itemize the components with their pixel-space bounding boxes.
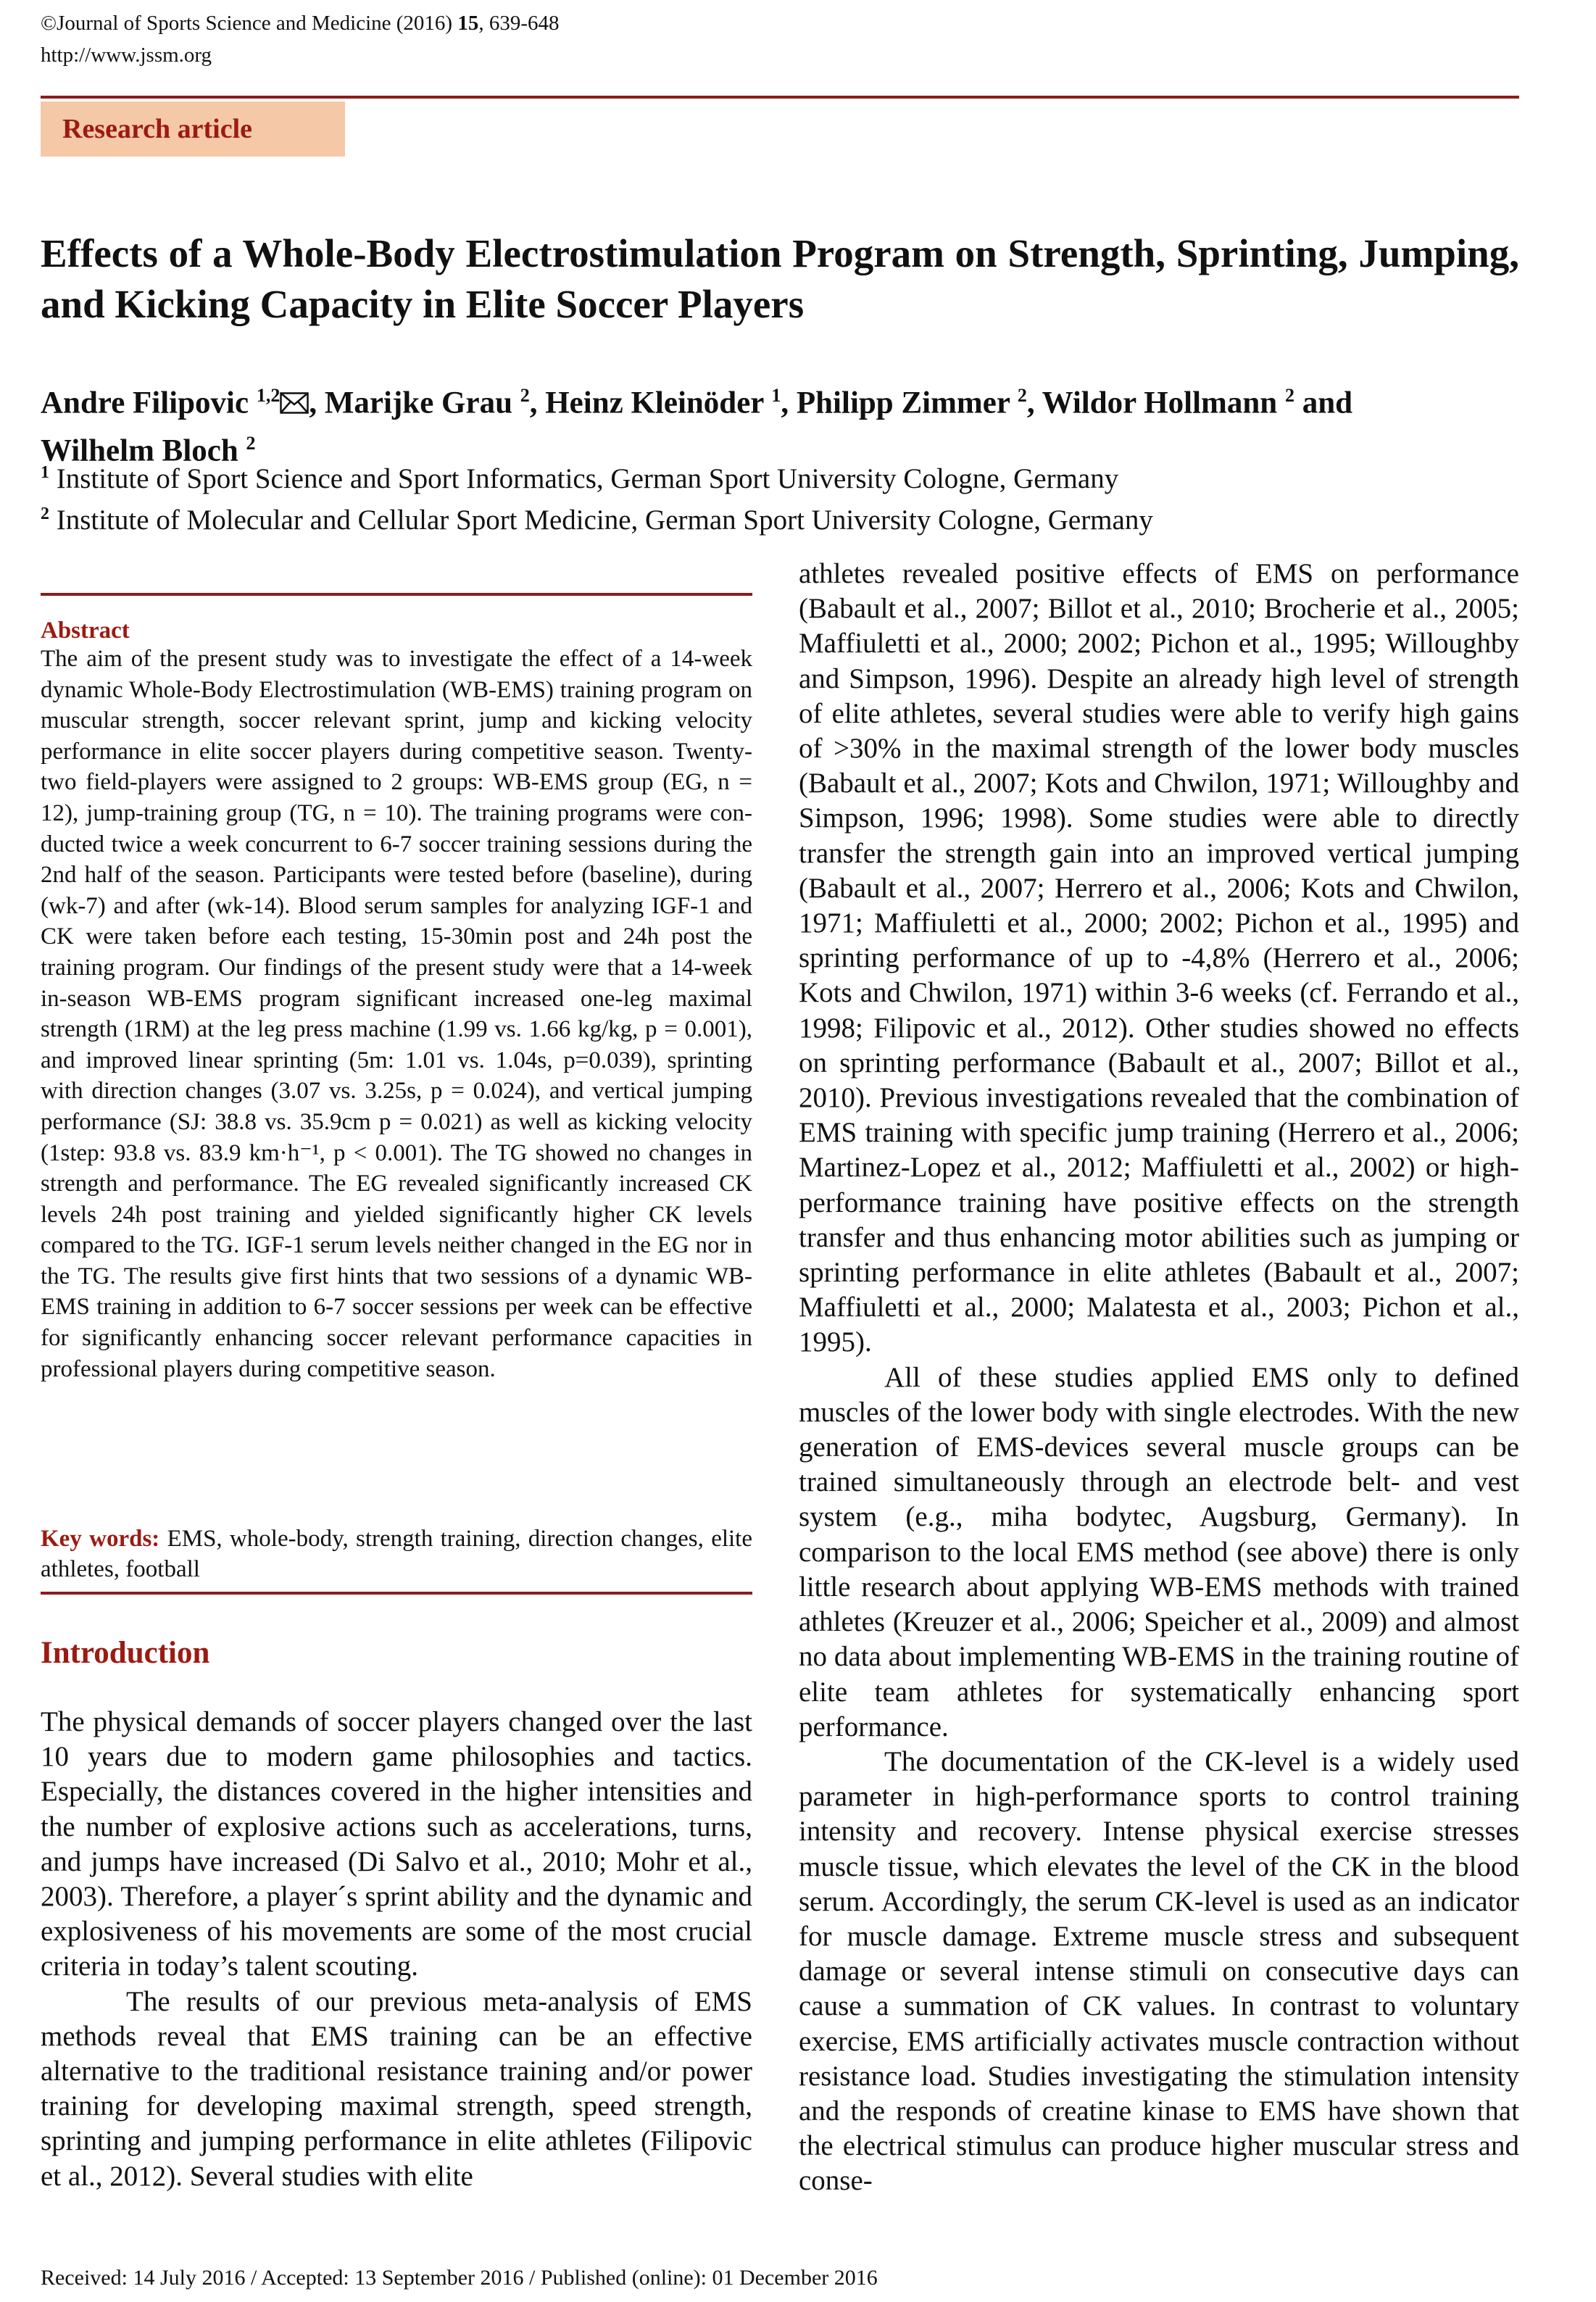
author-name: Heinz Kleinöder xyxy=(545,386,764,420)
envelope-icon[interactable] xyxy=(280,392,309,414)
author-affiliation-mark: 2 xyxy=(1017,385,1027,406)
author-name: Philipp Zimmer xyxy=(796,386,1010,420)
article-type-badge: Research article xyxy=(41,101,345,157)
header-rule xyxy=(41,96,1519,99)
paper-title: Effects of a Whole-Body Electrostimulation Program on Strength, Sprinting, Jumping, and Kicking Capacity in Elite Soccer Players xyxy=(41,231,1519,326)
journal-pages: , 639-648 xyxy=(478,12,560,35)
author-name: Andre Filipovic xyxy=(41,386,249,420)
abstract-text: The aim of the present study was to investigate the effect of a 14-week dynamic Whole-Body Electrostimulation (WB-EMS) training program on muscular strength, soccer relevant sprint, jump and kicking velocity performance in elite soccer players during competitive season. Twenty-two field-players were assigned to 2 groups: WB-EMS group (EG, n = 12), jump-training group (TG, n = 10). The training programs were conducted twice a week concurrent to 6-7 soccer training sessions during the 2nd half of the season. Participants were tested before (baseline), during (wk-7) and after (wk-14). Blood serum samples for analyzing IGF-1 and CK were taken before each testing, 15-30min post and 24h post the training program. Our findings of the present study were that a 14-week in-season WB-EMS program significant increased one-leg maximal strength (1RM) at the leg press machine (1.99 vs. 1.66 kg/kg, p = 0.001), and improved linear sprinting (5m: 1.01 vs. 1.04s, p=0.039), sprinting with direction changes (3.07 vs. 3.25s, p = 0.024), and vertical jumping performance (SJ: 38.8 vs. 35.9cm p = 0.021) as well as kicking velocity (1step: 93.8 vs. 83.9 km·h⁻¹, p < 0.001). The TG showed no changes in strength and performance. The EG revealed significantly increased CK levels 24h post training and yielded significantly higher CK levels compared to the TG. IGF-1 serum levels neither changed in the EG nor in the TG. The results give first hints that two sessions of a dynamic WB-EMS training in addition to 6-7 soccer sessions per week can be effective for significantly enhancing soccer relevant performance capacities in professional players during competitive season. xyxy=(41,646,752,1382)
affiliation-number: 1 xyxy=(41,463,49,482)
abstract-top-rule xyxy=(41,593,752,596)
keywords-text: EMS, whole-body, strength training, direction changes, elite athletes, football xyxy=(41,1526,752,1582)
keywords-label: Key words: xyxy=(41,1526,160,1552)
affiliation-item xyxy=(41,455,1519,496)
journal-citation: ©Journal of Sports Science and Medicine (2016) xyxy=(41,12,458,35)
author-affiliation-mark: 1,2 xyxy=(256,385,280,406)
author-separator: , xyxy=(529,386,546,420)
introduction-heading: Introduction xyxy=(41,1636,210,1670)
publication-dates-footer: Received: 14 July 2016 / Accepted: 13 September 2016 / Published (online): 01 December 2016 xyxy=(41,2266,878,2290)
paragraph: All of these studies applied EMS only to defined muscles of the lower body with single electrodes. With the new generation of EMS-devices several muscle groups can be trained simultaneously through an electrode belt- and vest system (e.g., miha bodytec, Augsburg, Germany). In comparison to the local EMS method (see above) there is only little research about applying WB-EMS methods with trained athletes (Kreuzer et al., 2006; Speicher et al., 2009) and almost no data about implementing WB-EMS in the training routine of elite team athletes for systematically enhancing sport performance. xyxy=(799,1361,1519,1742)
affiliation-list xyxy=(41,455,1519,538)
author-separator: , xyxy=(781,386,797,420)
author-name: Wilhelm Bloch xyxy=(41,433,238,468)
author-separator: and xyxy=(1294,386,1353,420)
introduction-body xyxy=(41,1705,752,2194)
author-name: Marijke Grau xyxy=(324,386,512,420)
author-separator: , xyxy=(309,386,325,420)
journal-url[interactable]: http://www.jssm.org xyxy=(41,43,212,67)
author-affiliation-mark: 2 xyxy=(520,385,530,406)
affiliation-text: Institute of Molecular and Cellular Sport Medicine, German Sport University Cologne, Germany xyxy=(49,504,1153,536)
author-affiliation-mark: 2 xyxy=(1284,385,1294,406)
keywords xyxy=(41,1524,752,1584)
abstract-heading: Abstract xyxy=(41,618,130,644)
right-column-body xyxy=(799,557,1519,2199)
author-separator: , xyxy=(1026,386,1042,420)
journal-header xyxy=(41,7,560,71)
abstract-bottom-rule xyxy=(41,1592,752,1595)
author-name: Wildor Hollmann xyxy=(1042,386,1278,420)
journal-volume: 15 xyxy=(457,12,479,35)
paragraph: The documentation of the CK-level is a widely used parameter in high-performance sports to control training intensity and recovery. Intense physical exercise stresses muscle tissue, which elevates the level of the CK in the blood serum. Accordingly, the serum CK-level is used as an indicator for muscle damage. Extreme muscle stress and subsequent damage or several intense stimuli on consecutive days can cause a summation of CK values. In contrast to voluntary exercise, EMS artificially activates muscle contraction without resistance load. Studies investigating the stimulation intensity and the responds of creatine kinase to EMS have shown that the electrical stimulus can produce higher muscular stress and conse- xyxy=(799,1745,1519,2197)
paragraph: athletes revealed positive effects of EMS on performance (Babault et al., 2007; Billot et al., 2010; Brocherie et al., 2005; Maffiuletti et al., 2000; 2002; Pichon et al., 1995; Willoughby and Simpson, 1996). Despite an already high level of strength of elite athletes, several studies were able to verify high gains of >30% in the maximal strength of the lower body muscles (Babault et al., 2007; Kots and Chwilon, 1971; Willoughby and Simpson, 1996; 1998). Some studies were able to directly transfer the strength gain into an improved vertical jumping (Babault et al., 2007; Herrero et al., 2006; Kots and Chwilon, 1971; Maffiuletti et al., 2000; 2002; Pichon et al., 1995) and sprinting performance of up to -4,8% (Herrero et al., 2006; Kots and Chwilon, 1971) within 3-6 weeks (cf. Ferrando et al., 1998; Filipovic et al., 2012). Other studies showed no effects on sprinting performance (Babault et al., 2007; Billot et al., 2010). Previous investigations revealed that the combination of EMS training with specific jump training (Herrero et al., 2006; Martinez-Lopez et al., 2012; Maffiuletti et al., 2002) or high-performance training have positive effects on the strength transfer and thus enhancing motor abilities such as jumping or sprinting performance in elite athletes (Babault et al., 2007; Maffiuletti et al., 2000; Malatesta et al., 2003; Pichon et al., 1995). xyxy=(799,558,1519,1358)
affiliation-item xyxy=(41,496,1519,538)
author-affiliation-mark: 2 xyxy=(246,433,256,454)
paragraph: The results of our previous meta-analysis of EMS methods reveal that EMS training can be an effective alternative to the traditional resistance training and/or power training for developing maximal strength, speed strength, sprinting and jumping performance in elite athletes (Filipovic et al., 2012). Several studies with elite xyxy=(41,1985,752,2192)
paragraph: The physical demands of soccer players changed over the last 10 years due to modern game philosophies and tactics. Especially, the distances covered in the higher intensities and the number of explosive actions such as accelerations, turns, and jumps have increased (Di Salvo et al., 2010; Mohr et al., 2003). Therefore, a player´s sprint ability and the dynamic and explosiveness of his movements are some of the most crucial criteria in today’s talent scouting. xyxy=(41,1706,752,1982)
affiliation-number: 2 xyxy=(41,504,49,523)
affiliation-text: Institute of Sport Science and Sport Informatics, German Sport University Cologne, Germany xyxy=(49,463,1119,494)
author-affiliation-mark: 1 xyxy=(771,385,781,406)
